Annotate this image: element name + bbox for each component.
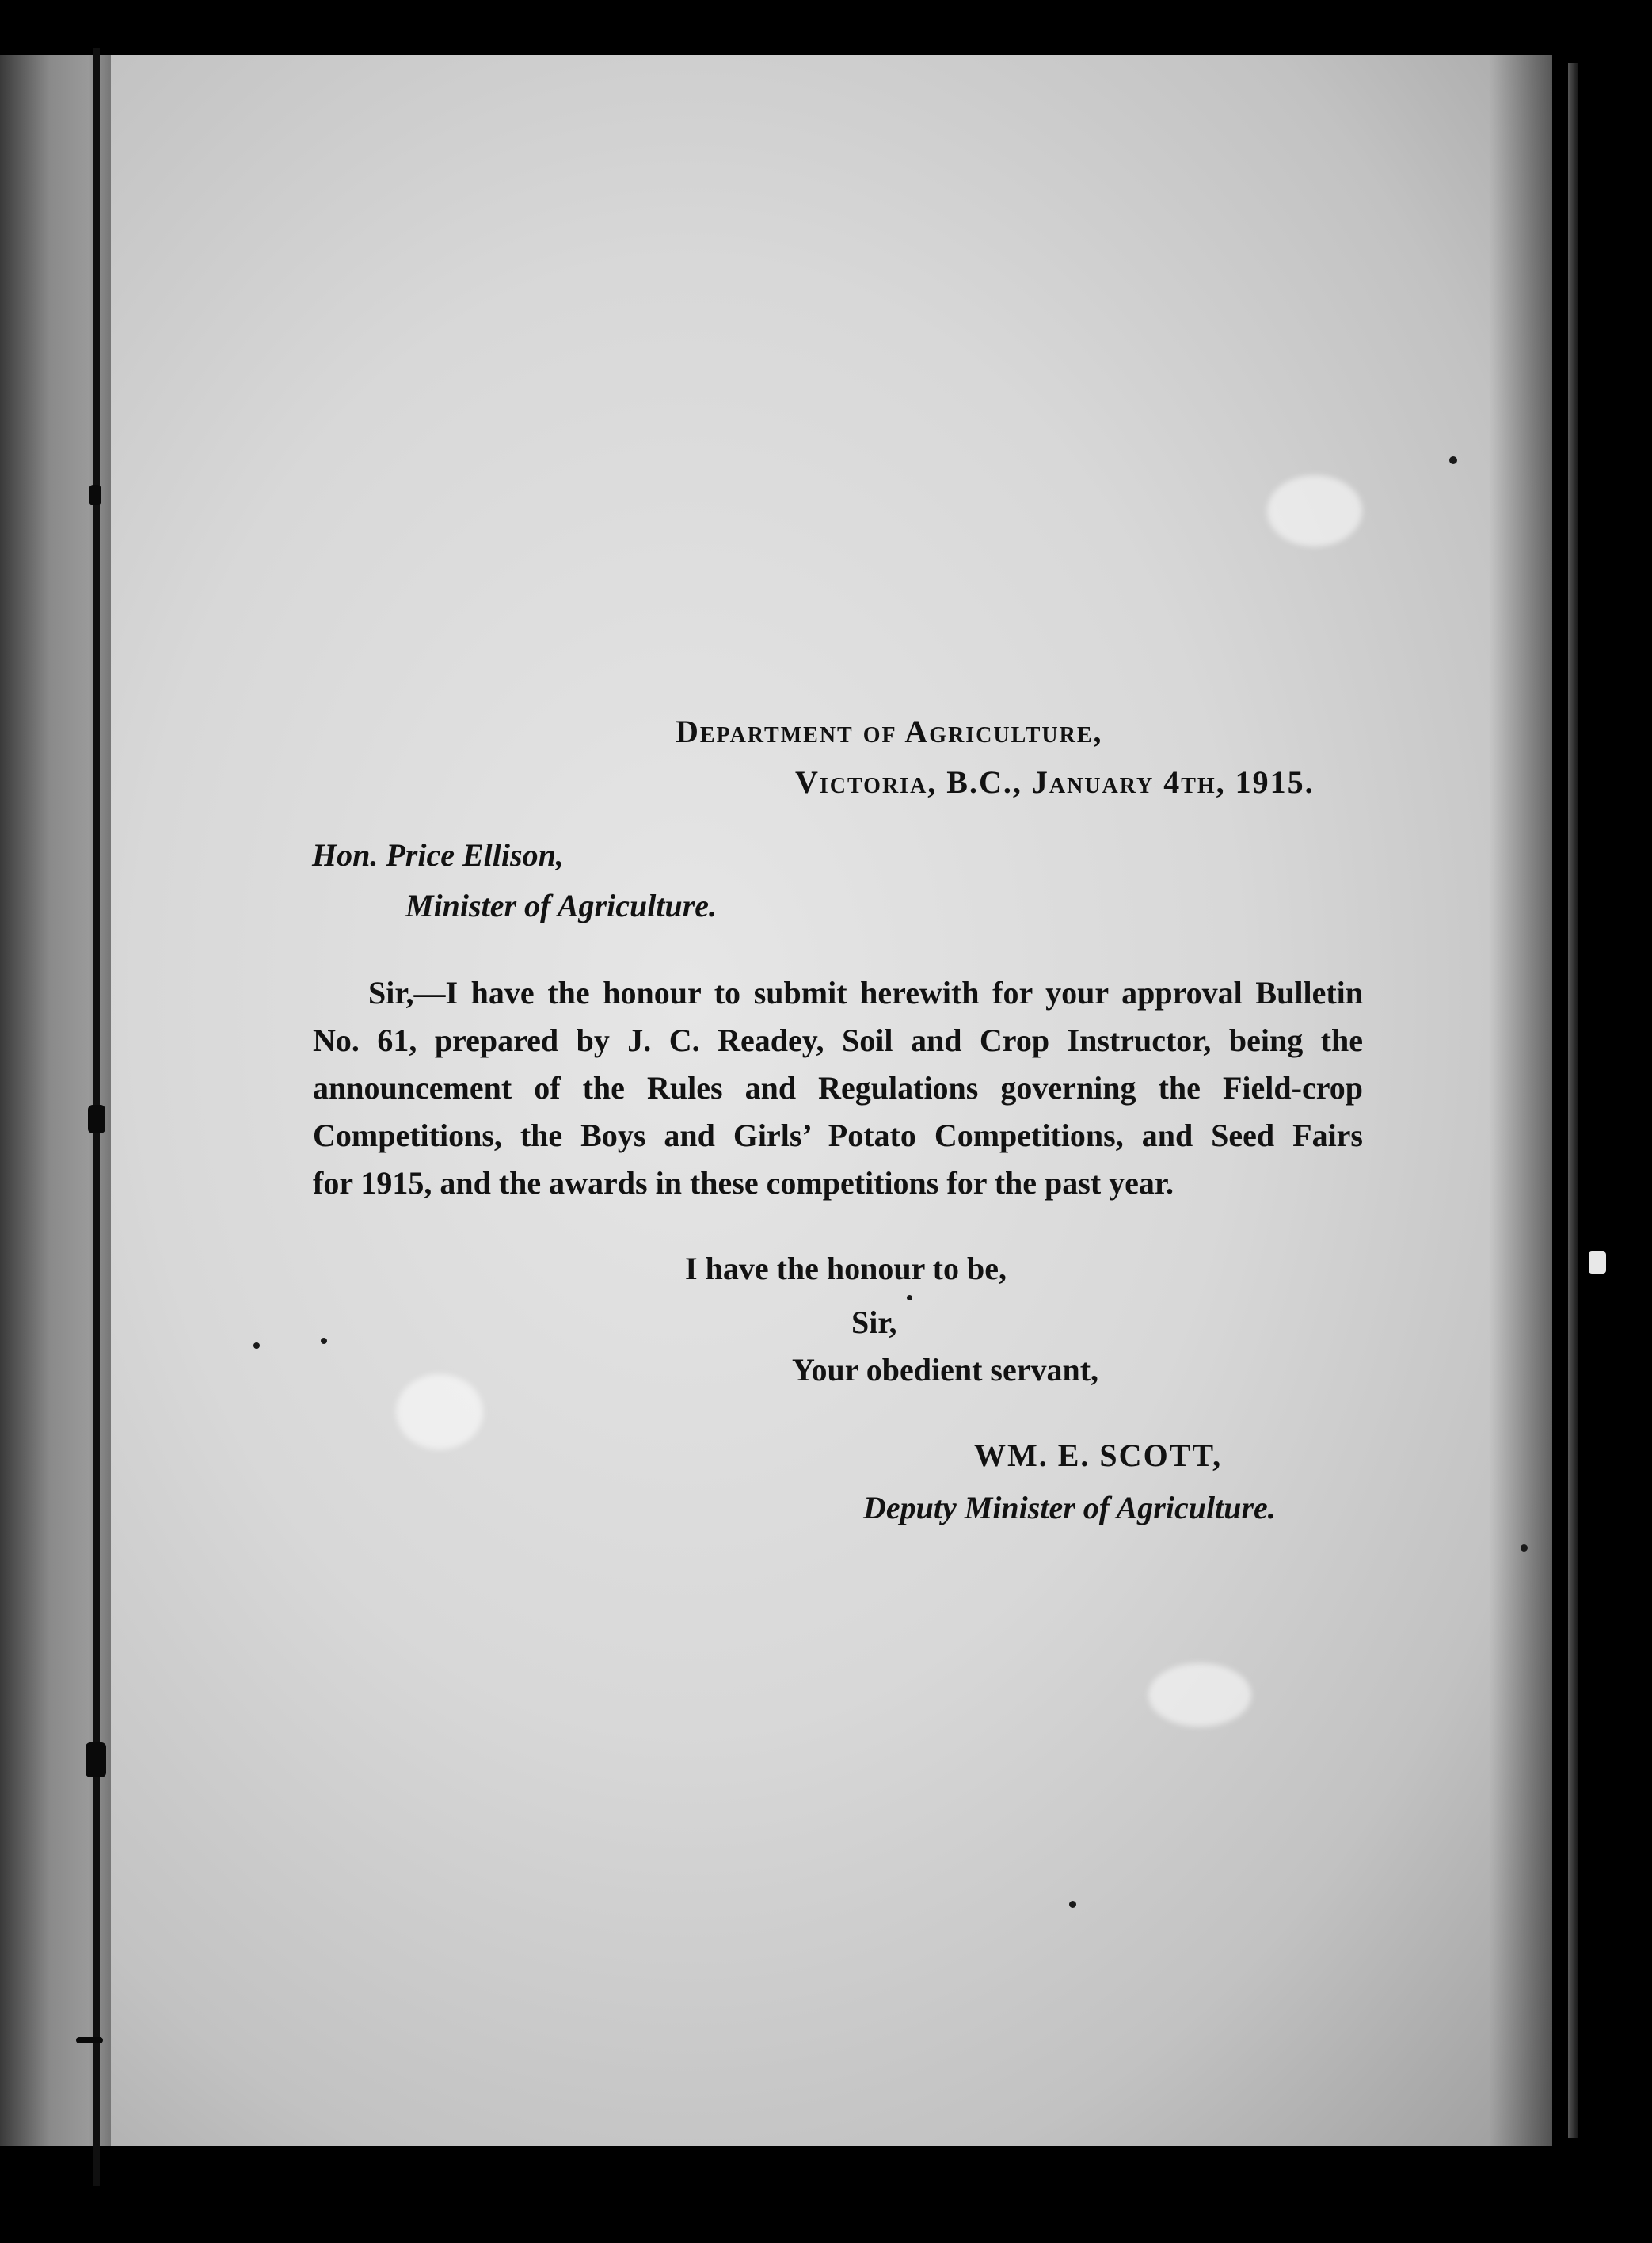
place-date-line: Victoria, B.C., January 4th, 1915. — [795, 764, 1315, 800]
gutter-mark — [76, 2037, 103, 2043]
paper-blotch — [1148, 1663, 1251, 1727]
gutter-mark — [86, 1742, 106, 1777]
closing-line-2: Sir, — [851, 1304, 897, 1340]
paper-right-shadow — [1489, 55, 1552, 2146]
body-line-1: Sir,—I have the honour to submit herewith for your approval Bulletin — [368, 975, 1363, 1011]
recipient-name: Hon. Price Ellison, — [312, 837, 564, 873]
body-line-5: for 1915, and the awards in these competitions for the past year. — [313, 1165, 1174, 1201]
body-line-2: No. 61, prepared by J. C. Readey, Soil and Crop Instructor, being the — [313, 1022, 1363, 1058]
paper-blotch — [1267, 475, 1362, 546]
speck — [253, 1342, 260, 1349]
speck — [321, 1338, 327, 1344]
paper-blotch — [396, 1374, 483, 1449]
recipient-title: Minister of Agriculture. — [405, 888, 718, 923]
gutter-mark — [88, 1105, 105, 1133]
closing-line-3: Your obedient servant, — [792, 1352, 1099, 1388]
bottom-scan-border — [0, 2146, 1652, 2243]
gutter-mark — [89, 485, 101, 505]
body-line-4: Competitions, the Boys and Girls’ Potato Competitions, and Seed Fairs — [313, 1118, 1363, 1153]
body-line-3: announcement of the Rules and Regulations governing the Field-crop — [313, 1070, 1363, 1106]
signature-title: Deputy Minister of Agriculture. — [863, 1490, 1276, 1525]
speck — [1449, 456, 1457, 464]
letter-body — [313, 969, 1363, 1207]
speck — [1069, 1901, 1076, 1908]
department-line: Department of Agriculture, — [676, 714, 1103, 749]
speck — [907, 1295, 912, 1300]
signature-name: WM. E. SCOTT, — [974, 1438, 1223, 1473]
closing-line-1: I have the honour to be, — [685, 1251, 1007, 1286]
right-frame-line — [1568, 63, 1578, 2138]
speck — [1521, 1544, 1528, 1552]
top-scan-border — [0, 0, 1652, 55]
speck — [1589, 1251, 1606, 1274]
